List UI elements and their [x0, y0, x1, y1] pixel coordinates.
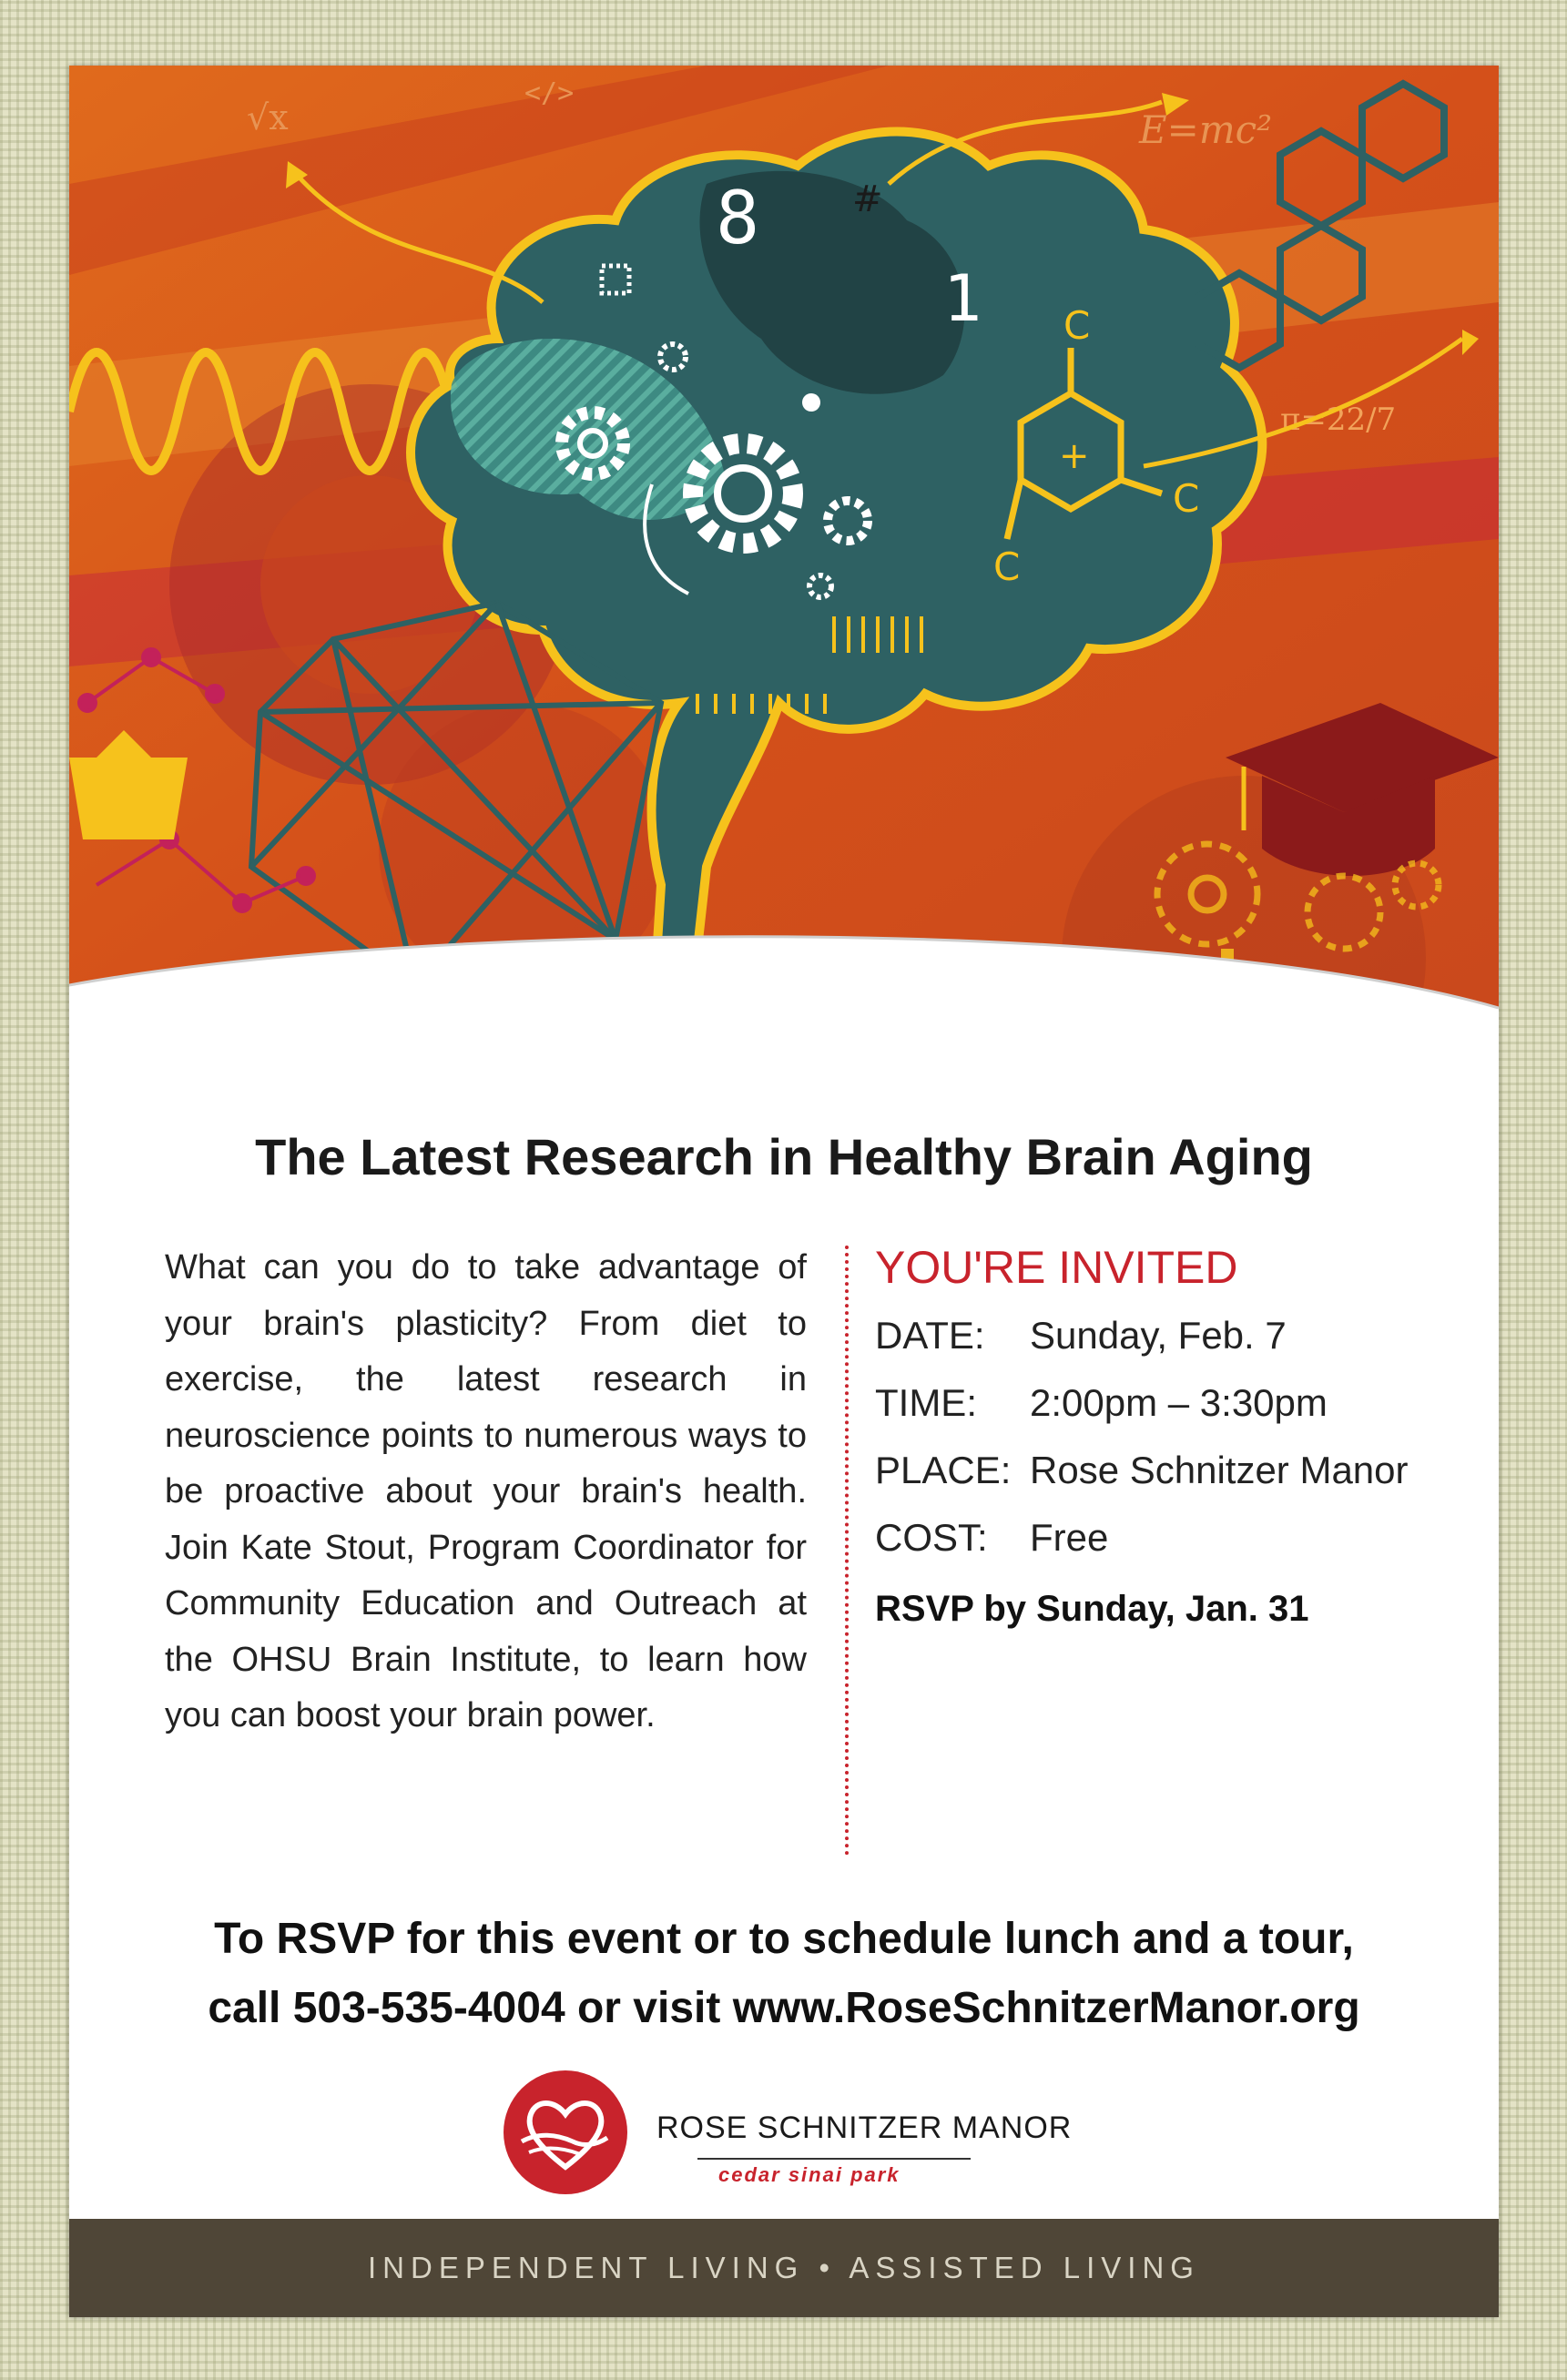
- event-title: The Latest Research in Healthy Brain Aging: [255, 1128, 1313, 1185]
- carbon-label-right: C: [1173, 476, 1200, 521]
- time-row: [875, 1369, 1476, 1437]
- cta-line-1: To RSVP for this event or to schedule lunch and a tour,: [214, 1915, 1354, 1963]
- dotted-divider: [845, 1246, 849, 1856]
- heart-hands-icon: [502, 2069, 629, 2196]
- cost-row: [875, 1504, 1476, 1571]
- hash-symbol: #: [852, 178, 883, 220]
- formula-emc: E=mc²: [1139, 107, 1273, 152]
- cost-label: COST:: [875, 1516, 988, 1559]
- rsvp-call-to-action: [69, 1905, 1499, 2043]
- hero-illustration: [69, 66, 1499, 1094]
- digit-eight: 8: [716, 176, 760, 260]
- brain-gears-illustration: [69, 66, 1499, 1094]
- invite-panel: [875, 1240, 1476, 1641]
- logo-name: ROSE SCHNITZER MANOR: [656, 2110, 1073, 2145]
- code-symbol: </>: [524, 77, 575, 109]
- rsvp-deadline: RSVP by Sunday, Jan. 31: [875, 1589, 1309, 1629]
- date-value: Sunday, Feb. 7: [1030, 1314, 1287, 1357]
- time-value: 2:00pm – 3:30pm: [1030, 1381, 1328, 1424]
- time-label: TIME:: [875, 1381, 977, 1424]
- cost-value: Free: [1030, 1516, 1109, 1559]
- cta-line-2[interactable]: call 503-535-4004 or visit www.RoseSchnitzerManor.org: [208, 1984, 1360, 2032]
- sqrt-symbol: √x: [247, 97, 289, 137]
- event-description: What can you do to take advantage of your brain's plasticity? From diet to exercise, the latest research in neuroscience points to numerous ways to be proactive about your brain's health. Join Kate Stout, Program Coordinator for Community Education and Outreach at the OHSU Brain Institute, to learn how you can boost your brain power.: [165, 1248, 807, 1734]
- digit-one: 1: [943, 261, 982, 336]
- carbon-label-top: C: [1063, 303, 1091, 348]
- invite-heading: YOU'RE INVITED: [875, 1242, 1238, 1293]
- carbon-label-bottom: C: [993, 544, 1021, 589]
- formula-pi: π=22/7: [1280, 402, 1397, 438]
- place-label: PLACE:: [875, 1449, 1012, 1491]
- date-row: [875, 1302, 1476, 1369]
- flyer-card: [69, 66, 1499, 2317]
- svg-text:+: +: [1059, 435, 1090, 477]
- logo-subtitle: cedar sinai park: [718, 2163, 901, 2186]
- organization-logo: [502, 2069, 1084, 2196]
- footer-band: INDEPENDENT LIVING • ASSISTED LIVING: [69, 2219, 1499, 2317]
- logo-rule: [697, 2158, 971, 2160]
- place-row: [875, 1437, 1476, 1504]
- date-label: DATE:: [875, 1314, 985, 1357]
- place-value: Rose Schnitzer Manor: [1030, 1449, 1409, 1491]
